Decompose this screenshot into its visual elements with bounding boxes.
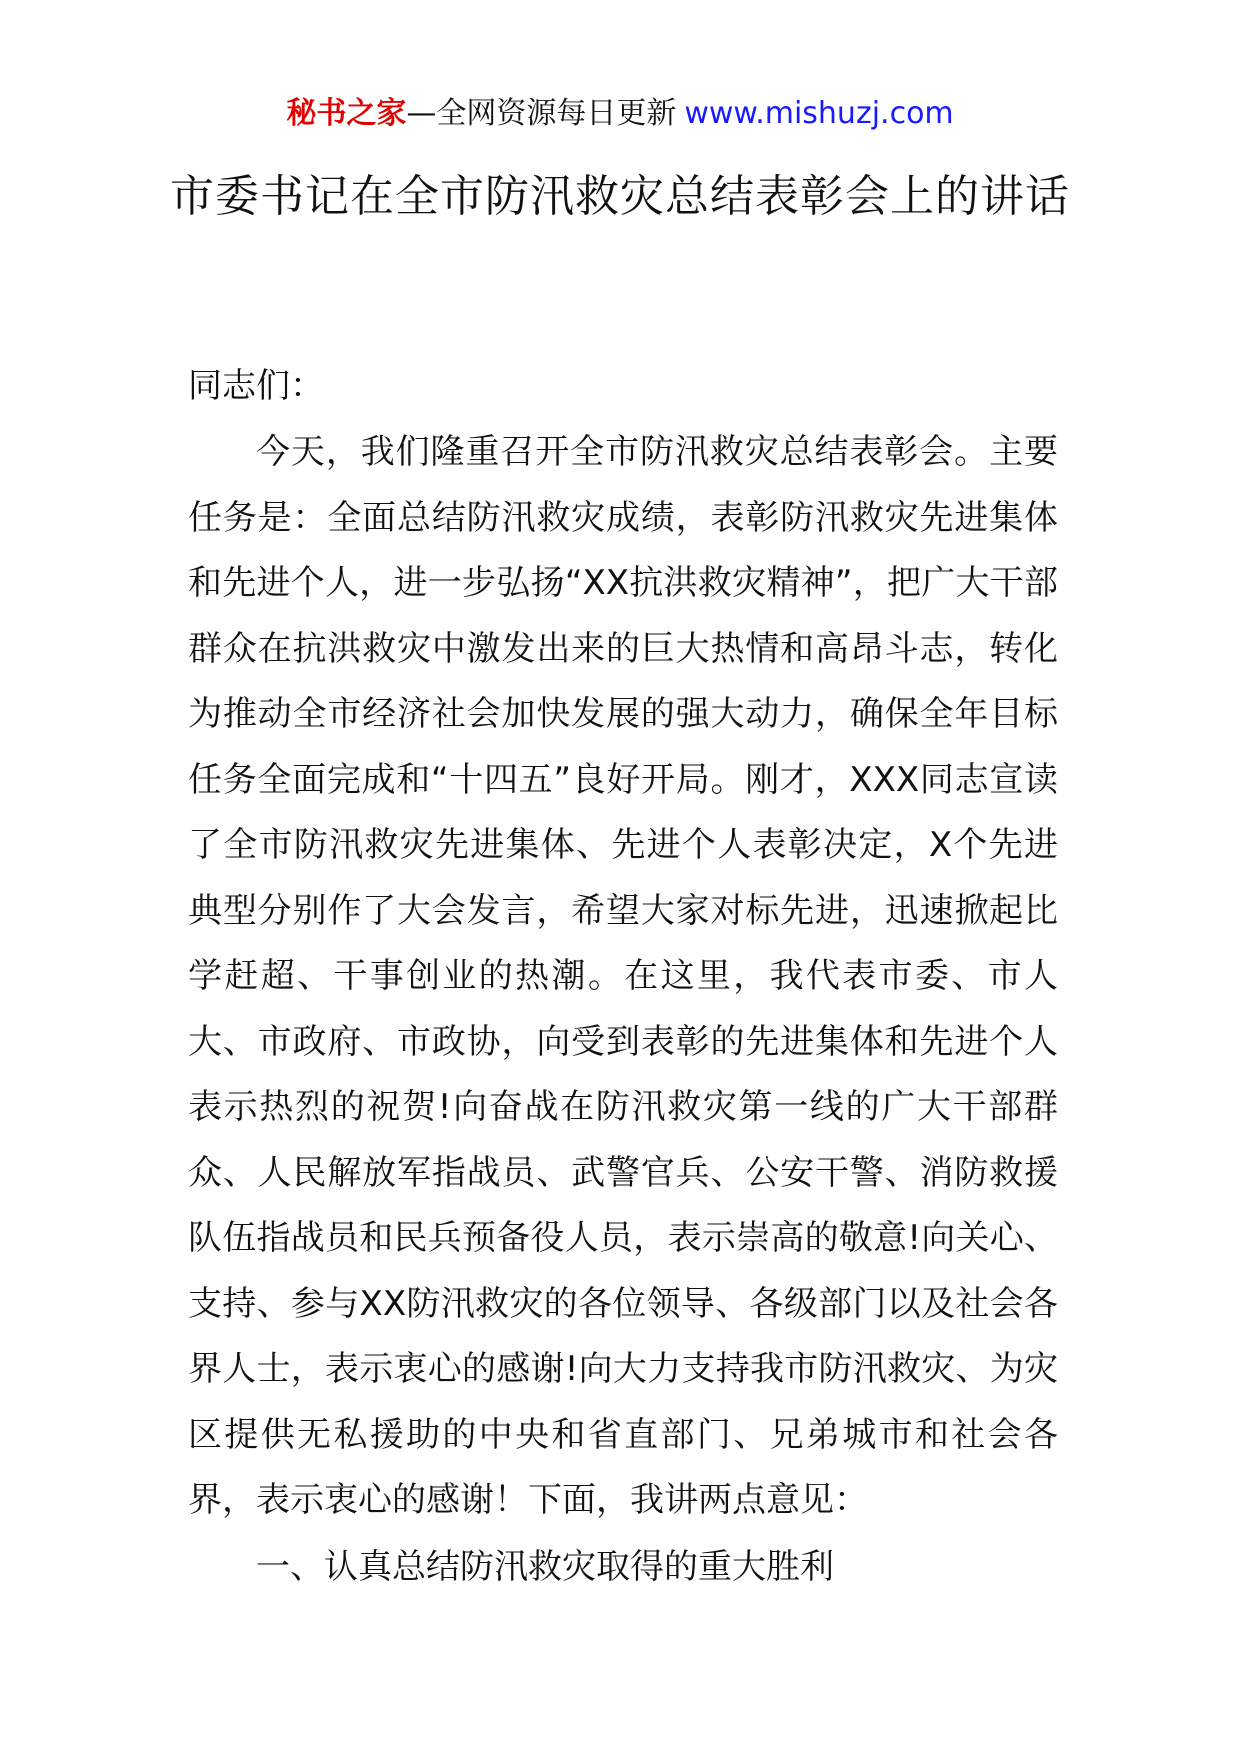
- section-heading: 一、认真总结防汛救灾取得的重大胜利: [256, 1547, 834, 1587]
- header-tagline: —全网资源每日更新: [406, 96, 677, 131]
- body-paragraph: 今天，我们隆重召开全市防汛救灾总结表彰会。主要任务是：全面总结防汛救灾成绩，表彰防汛救灾先进集体和先进个人，进一步弘扬“XX抗洪救灾精神”，把广大干部群众在抗洪救灾中激发出来的巨大热情和高昂斗志，转化为推动全市经济社会加快发展的强大动力，确保全年目标任务全面完成和“十四五”良好开局。刚才，XXX同志宣读了全市防汛救灾先进集体、先进个人表彰决定，X个先进典型分别作了大会发言，希望大家对标先进，迅速掀起比学赶超、干事创业的热潮。在这里，我代表市委、市人大、市政府、市政协，向受到表彰的先进集体和先进个人表示热烈的祝贺!向奋战在防汛救灾第一线的广大干部群众、人民解放军指战员、武警官兵、公安干警、消防救援队伍指战员和民兵预备役人员，表示崇高的敬意!向关心、支持、参与XX防汛救灾的各位领导、各级部门以及社会各界人士，表示衷心的感谢!向大力支持我市防汛救灾、为灾区提供无私援助的中央和省直部门、兄弟城市和社会各界，表示衷心的感谢！下面，我讲两点意见：: [188, 432, 1058, 1520]
- document-title: 市委书记在全市防汛救灾总结表彰会上的讲话: [170, 171, 1070, 222]
- brand-name: 秘书之家: [286, 96, 407, 131]
- site-header: [0, 96, 1240, 132]
- site-url-link[interactable]: www.mishuzj.com: [684, 96, 954, 131]
- salutation: 同志们：: [188, 366, 324, 406]
